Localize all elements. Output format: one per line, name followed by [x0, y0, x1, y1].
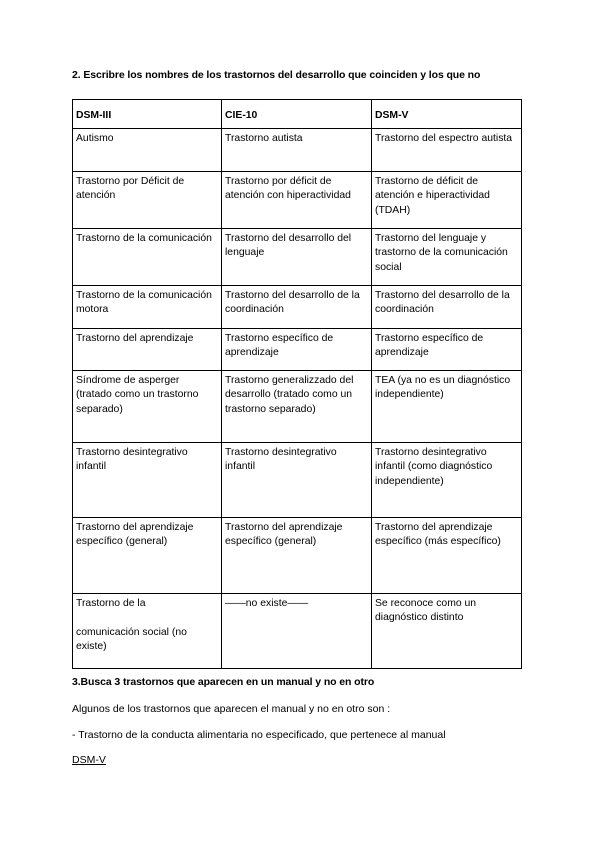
section-2-heading: 2. Escribre los nombres de los trastornos del desarrollo que coinciden y los que no	[72, 69, 481, 81]
table-row	[73, 593, 522, 668]
table-cell: Trastorno del desarrollo de la coordinación	[222, 285, 372, 328]
table-cell: Síndrome de asperger (tratado como un trastorno separado)	[73, 370, 222, 442]
table-cell: Trastorno del aprendizaje específico (más específico)	[372, 517, 522, 593]
table-cell: Trastorno por Déficit de atención	[73, 171, 222, 228]
section-3-paragraph-2: - Trastorno de la conducta alimentaria no especificado, que pertenece al manual	[72, 729, 446, 741]
table-cell: ——no existe——	[222, 593, 372, 668]
table-cell: Se reconoce como un diagnóstico distinto	[372, 593, 522, 668]
table-cell: Autismo	[73, 128, 222, 171]
table-row	[73, 128, 522, 171]
table-row	[73, 228, 522, 285]
table-cell: Trastorno del lenguaje y trastorno de la comunicación social	[372, 228, 522, 285]
table-cell: Trastorno del aprendizaje específico (general)	[222, 517, 372, 593]
table-row	[73, 442, 522, 517]
table-cell: Trastorno del aprendizaje específico (general)	[73, 517, 222, 593]
table-cell: Trastorno del desarrollo de la coordinación	[372, 285, 522, 328]
table-row	[73, 328, 522, 370]
table-cell: Trastorno por déficit de atención con hiperactividad	[222, 171, 372, 228]
table-cell: Trastorno autista	[222, 128, 372, 171]
dsm-v-link[interactable]: DSM-V	[72, 754, 106, 766]
table-cell: Trastorno de la comunicación	[73, 228, 222, 285]
section-3-heading: 3.Busca 3 trastornos que aparecen en un manual y no en otro	[72, 676, 375, 688]
header-dsm-iii: DSM-III	[73, 100, 222, 129]
table-row	[73, 517, 522, 593]
table-cell: Trastorno desintegrativo infantil (como diagnóstico independiente)	[372, 442, 522, 517]
section-3-paragraph-1: Algunos de los trastornos que aparecen el manual y no en otro son :	[72, 703, 391, 715]
table-row	[73, 285, 522, 328]
table-cell: Trastorno del aprendizaje	[73, 328, 222, 370]
table-cell: TEA (ya no es un diagnóstico independiente)	[372, 370, 522, 442]
table-cell: Trastorno de la comunicación motora	[73, 285, 222, 328]
table-row	[73, 370, 522, 442]
table-cell: Trastorno desintegrativo infantil	[73, 442, 222, 517]
disorders-comparison-table	[72, 99, 522, 669]
table-cell: Trastorno de la comunicación social (no existe)	[73, 593, 222, 668]
table-cell: Trastorno del desarrollo del lenguaje	[222, 228, 372, 285]
table-cell: Trastorno de déficit de atención e hiperactividad (TDAH)	[372, 171, 522, 228]
table-cell: Trastorno desintegrativo infantil	[222, 442, 372, 517]
header-dsm-v: DSM-V	[372, 100, 522, 129]
table-cell: Trastorno generalizzado del desarrollo (tratado como un trastorno separado)	[222, 370, 372, 442]
table-cell: Trastorno específico de aprendizaje	[222, 328, 372, 370]
header-cie-10: CIE-10	[222, 100, 372, 129]
table-header-row	[73, 100, 522, 129]
table-cell: Trastorno específico de aprendizaje	[372, 328, 522, 370]
table-cell: Trastorno del espectro autista	[372, 128, 522, 171]
table-row	[73, 171, 522, 228]
